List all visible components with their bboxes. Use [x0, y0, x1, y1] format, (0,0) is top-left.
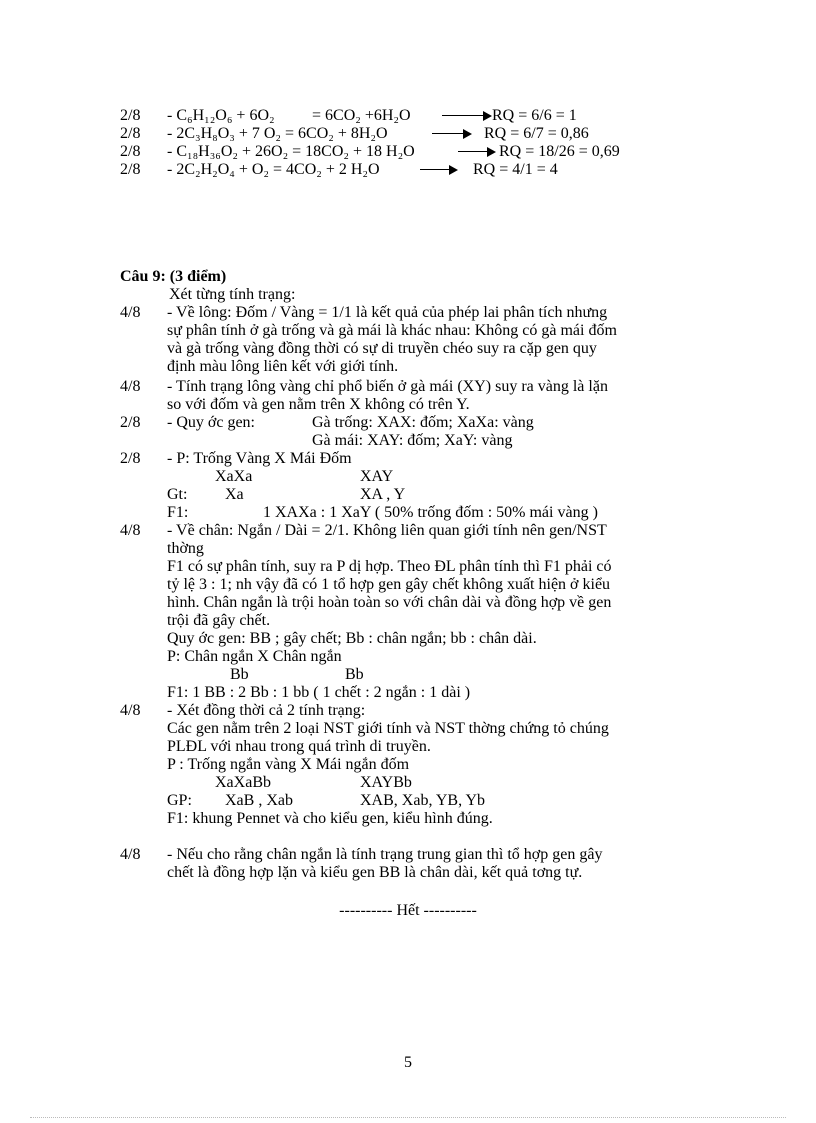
equation-4-rq: RQ = 4/1 = 4 — [473, 161, 558, 178]
arrow-icon — [432, 125, 472, 143]
text-line: GP: — [167, 792, 192, 809]
text-line: - Về lông: Đốm / Vàng = 1/1 là kết quả của phép lai phân tích nhưng — [167, 304, 608, 321]
text-line: Các gen nằm trên 2 loại NST giới tính và NST thờng chứng tỏ chúng — [167, 720, 609, 737]
end-mark: ---------- Hết ---------- — [339, 902, 477, 919]
genotype: XAB, Xab, YB, Yb — [360, 792, 486, 809]
equation-1-rhs: = 6CO₂ +6H₂O — [312, 107, 411, 124]
text-line: - Về chân: Ngắn / Dài = 2/1. Không liên quan giới tính nên gen/NST — [167, 522, 607, 539]
genotype: XaXaBb — [215, 774, 271, 791]
text-line: và gà trống vàng đồng thời có sự di truyền chéo suy ra cặp gen quy — [167, 340, 597, 357]
score: 4/8 — [120, 846, 141, 863]
text-line: - Quy ớc gen: — [167, 414, 255, 431]
equation-3-score: 2/8 — [120, 143, 141, 160]
text-line: PLĐL với nhau trong quá trình di truyền. — [167, 738, 431, 755]
text-line: tỷ lệ 3 : 1; nh vậy đã có 1 tổ hợp gen gây chết không xuất hiện ở kiểu — [167, 576, 611, 593]
genotype: Xa — [225, 486, 244, 503]
text-line: Gà trống: XAX: đốm; XaXa: vàng — [312, 414, 534, 431]
arrow-icon — [420, 161, 458, 179]
text-line: trội đã gây chết. — [167, 612, 271, 629]
score: 2/8 — [120, 414, 141, 431]
score: 2/8 — [120, 450, 141, 467]
text-line: - Xét đồng thời cả 2 tính trạng: — [167, 702, 366, 719]
arrow-icon — [442, 107, 492, 125]
text-line: - Tính trạng lông vàng chỉ phổ biến ở gà mái (XY) suy ra vàng là lặn — [167, 378, 608, 395]
equation-2-rq: RQ = 6/7 = 0,86 — [484, 125, 589, 142]
genotype: Bb — [230, 666, 249, 683]
equation-4-score: 2/8 — [120, 161, 141, 178]
question-title: Câu 9: (3 điểm) — [120, 268, 227, 285]
text-line: Gà mái: XAY: đốm; XaY: vàng — [312, 432, 513, 449]
text-line: P : Trống ngắn vàng X Mái ngắn đốm — [167, 756, 410, 773]
equation-1-lhs: - C₆H₁₂O₆ + 6O₂ — [167, 107, 275, 124]
score: 4/8 — [120, 378, 141, 395]
equation-2-score: 2/8 — [120, 125, 141, 142]
equation-3-lhs: - C₁₈H₃₆O₂ + 26O₂ = 18CO₂ + 18 H₂O — [167, 143, 415, 160]
text-line: P: Chân ngắn X Chân ngắn — [167, 648, 342, 665]
text-line: định màu lông liên kết với giới tính. — [167, 358, 399, 375]
text-line: F1: 1 BB : 2 Bb : 1 bb ( 1 chết : 2 ngắn : 1 dài ) — [167, 684, 471, 701]
score: 4/8 — [120, 702, 141, 719]
question-intro: Xét từng tính trạng: — [169, 286, 296, 303]
text-line: F1: khung Pennet và cho kiểu gen, kiểu hình đúng. — [167, 810, 493, 827]
text-line: chết là đồng hợp lặn và kiểu gen BB là chân dài, kết quả tơng tự. — [167, 864, 583, 881]
genotype: XAYBb — [360, 774, 412, 791]
text-line: - P: Trống Vàng X Mái Đốm — [167, 450, 352, 467]
genotype: XaB , Xab — [225, 792, 293, 809]
equation-4-lhs: - 2C₂H₂O₄ + O₂ = 4CO₂ + 2 H₂O — [167, 161, 380, 178]
genotype: XAY — [360, 468, 394, 485]
text-line: thờng — [167, 540, 204, 557]
score: 2/8 — [120, 107, 141, 124]
equation-1-rq: RQ = 6/6 = 1 — [492, 107, 577, 124]
text-line: hình. Chân ngắn là trội hoàn toàn so với chân dài và đồng hợp về gen — [167, 594, 612, 611]
genotype: XaXa — [215, 468, 253, 485]
text-line: so với đốm và gen nằm trên X không có trên Y. — [167, 396, 470, 413]
text-line: Quy ớc gen: BB ; gây chết; Bb : chân ngắn; bb : chân dài. — [167, 630, 537, 647]
text-line: sự phân tính ở gà trống và gà mái là khác nhau: Không có gà mái đốm — [167, 322, 617, 339]
page-number: 5 — [404, 1054, 412, 1071]
text-line: - Nếu cho rằng chân ngắn là tính trạng trung gian thì tổ hợp gen gây — [167, 846, 603, 863]
footer-divider — [30, 1117, 786, 1118]
text-line: 1 XAXa : 1 XaY ( 50% trống đốm : 50% mái vàng ) — [263, 504, 598, 521]
equation-1 — [120, 107, 140, 125]
genotype: Bb — [345, 666, 364, 683]
equation-3-rq: RQ = 18/26 = 0,69 — [499, 143, 620, 160]
equation-2-lhs: - 2C₃H₈O₃ + 7 O₂ = 6CO₂ + 8H₂O — [167, 125, 388, 142]
text-line: F1: — [167, 504, 189, 521]
text-line: Gt: — [167, 486, 188, 503]
score: 4/8 — [120, 304, 141, 321]
genotype: XA , Y — [360, 486, 406, 503]
score: 4/8 — [120, 522, 141, 539]
arrow-icon — [458, 143, 496, 161]
text-line: F1 có sự phân tính, suy ra P dị hợp. Theo ĐL phân tính thì F1 phải có — [167, 558, 612, 575]
